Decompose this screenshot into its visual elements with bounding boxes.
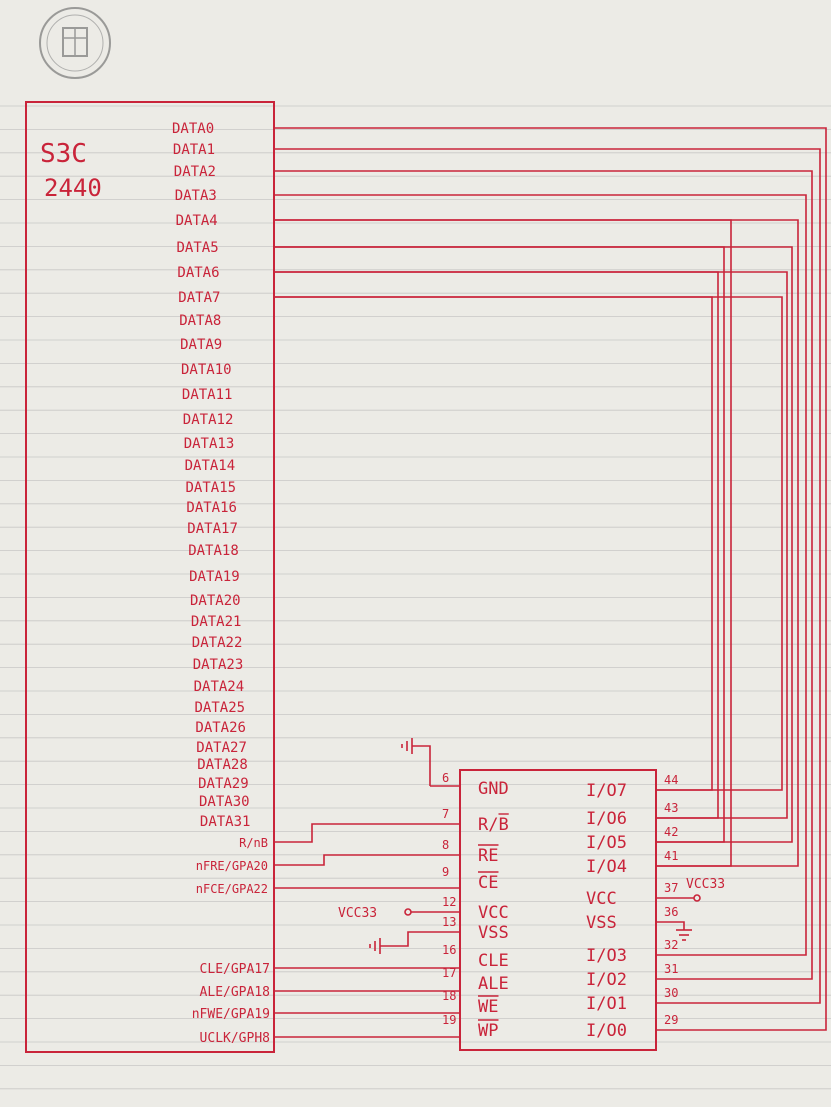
low-pin-label: CLE/GPA17 — [199, 962, 270, 977]
wire — [274, 247, 792, 842]
data-pin-label: DATA3 — [174, 188, 217, 204]
data-pin-label: DATA13 — [183, 436, 235, 452]
data-pin-label: DATA2 — [173, 164, 216, 180]
wire — [274, 149, 820, 1003]
chip-name-line2: 2440 — [44, 174, 102, 202]
pin-number: 44 — [664, 773, 679, 787]
pin-number: 43 — [664, 801, 679, 815]
data-pin-label: DATA6 — [177, 265, 220, 281]
data-pin-label: DATA24 — [193, 679, 245, 695]
data-pin-label: DATA7 — [178, 290, 221, 306]
pin-number: 13 — [442, 915, 457, 929]
pin-number: 41 — [664, 849, 679, 863]
pin-number: 8 — [442, 838, 450, 852]
pin-number: 30 — [664, 986, 679, 1000]
data-pin-label: DATA10 — [181, 362, 232, 378]
wire — [274, 247, 724, 842]
low-pin-label: UCLK/GPH8 — [199, 1031, 270, 1046]
nand-pin-label: I/O1 — [586, 994, 627, 1014]
nand-left-pin-labels — [442, 771, 509, 1041]
nand-pin-label: VCC — [586, 889, 617, 909]
pin-number: 31 — [664, 962, 679, 976]
nand-pin-label: CE — [478, 873, 499, 893]
wire — [274, 297, 712, 790]
data-pin-label: DATA31 — [199, 814, 251, 830]
nand-right-pin-labels — [586, 773, 678, 1041]
chip-name-line1: S3C — [40, 139, 87, 169]
data-pin-label: DATA5 — [176, 240, 219, 256]
nand-pin-label: GND — [478, 779, 509, 799]
pin-number: 29 — [664, 1013, 679, 1027]
control-pin-label: nFRE/GPA20 — [195, 859, 268, 873]
pin-number: 6 — [442, 771, 450, 785]
nand-pin-label: R/B — [478, 815, 509, 835]
data-pin-label: DATA11 — [181, 387, 233, 403]
s3c2440-chip — [26, 102, 274, 1052]
data-pin-label: DATA20 — [190, 593, 241, 609]
wire — [274, 824, 460, 842]
data-pin-label: DATA1 — [172, 142, 216, 158]
control-pin-labels — [196, 836, 268, 896]
pin-number: 42 — [664, 825, 679, 839]
data-pin-label: DATA28 — [197, 757, 248, 773]
data-pin-label: DATA9 — [180, 337, 223, 353]
nand-pin-label: VSS — [478, 923, 509, 943]
data-pin-label: DATA25 — [194, 700, 246, 716]
pin-number: 18 — [442, 989, 457, 1003]
pin-number: 9 — [442, 865, 450, 879]
pin-number: 32 — [664, 938, 679, 952]
data-pin-label: DATA12 — [182, 412, 234, 428]
ground-icon — [402, 738, 430, 786]
nand-chip — [442, 770, 678, 1050]
data-pin-label: DATA23 — [192, 657, 244, 673]
data-pin-label: DATA22 — [191, 635, 243, 651]
nand-pin-label: CLE — [478, 951, 509, 971]
data-pin-label: DATA14 — [184, 458, 236, 474]
nand-pin-label: WP — [478, 1021, 499, 1041]
low-pin-label: nFWE/GPA19 — [191, 1007, 270, 1022]
wire — [274, 272, 718, 818]
data-pin-label: DATA26 — [195, 720, 246, 736]
data-pin-label: DATA27 — [196, 740, 247, 756]
data-pin-labels — [172, 121, 250, 830]
wire — [274, 855, 460, 865]
nand-pin-label: WE — [478, 997, 499, 1017]
vcc33-right-label: VCC33 — [686, 877, 726, 892]
pin-number: 19 — [442, 1013, 457, 1027]
wire — [274, 128, 826, 1030]
data-pin-label: DATA29 — [198, 776, 249, 792]
data-pin-label: DATA16 — [186, 500, 237, 516]
data-pin-label: DATA0 — [172, 121, 215, 137]
low-pin-labels — [192, 962, 270, 1046]
data-pin-label: DATA17 — [187, 521, 238, 537]
nand-pin-label: I/O2 — [586, 970, 627, 990]
wire — [274, 195, 806, 955]
pin-number: 37 — [664, 881, 679, 895]
data-pin-label: DATA15 — [185, 480, 237, 496]
pin-number: 7 — [442, 807, 450, 821]
nand-pin-label: VSS — [586, 913, 617, 933]
wire — [274, 297, 782, 790]
low-pin-label: ALE/GPA18 — [199, 985, 270, 1000]
wire — [274, 272, 787, 818]
nand-pin-label: I/O0 — [586, 1021, 627, 1041]
pin-number: 12 — [442, 895, 457, 909]
vcc33-left-label: VCC33 — [338, 906, 378, 921]
nand-pin-label: I/O6 — [586, 809, 627, 829]
data-pin-label: DATA21 — [190, 614, 242, 630]
control-pin-label: R/nB — [239, 836, 268, 850]
nand-pin-label: VCC — [478, 903, 509, 923]
data-pin-label: DATA8 — [179, 313, 222, 329]
nand-pin-label: I/O4 — [586, 857, 627, 877]
nand-pin-label: I/O3 — [586, 946, 627, 966]
data-pin-label: DATA30 — [199, 794, 250, 810]
ruled-lines — [0, 106, 831, 1089]
pin-number: 36 — [664, 905, 679, 919]
nand-pin-label: I/O7 — [586, 781, 627, 801]
nand-pin-label: I/O5 — [586, 833, 627, 853]
nand-pin-label: RE — [478, 846, 499, 866]
pin-number: 16 — [442, 943, 457, 957]
data-pin-label: DATA4 — [175, 213, 218, 229]
wires — [274, 128, 826, 1037]
data-pin-label: DATA19 — [189, 569, 240, 585]
control-pin-label: nFCE/GPA22 — [195, 882, 268, 896]
data-pin-label: DATA18 — [188, 543, 239, 559]
pin-number: 17 — [442, 966, 457, 980]
seal-logo — [40, 8, 110, 78]
nand-pin-label: ALE — [478, 974, 509, 994]
